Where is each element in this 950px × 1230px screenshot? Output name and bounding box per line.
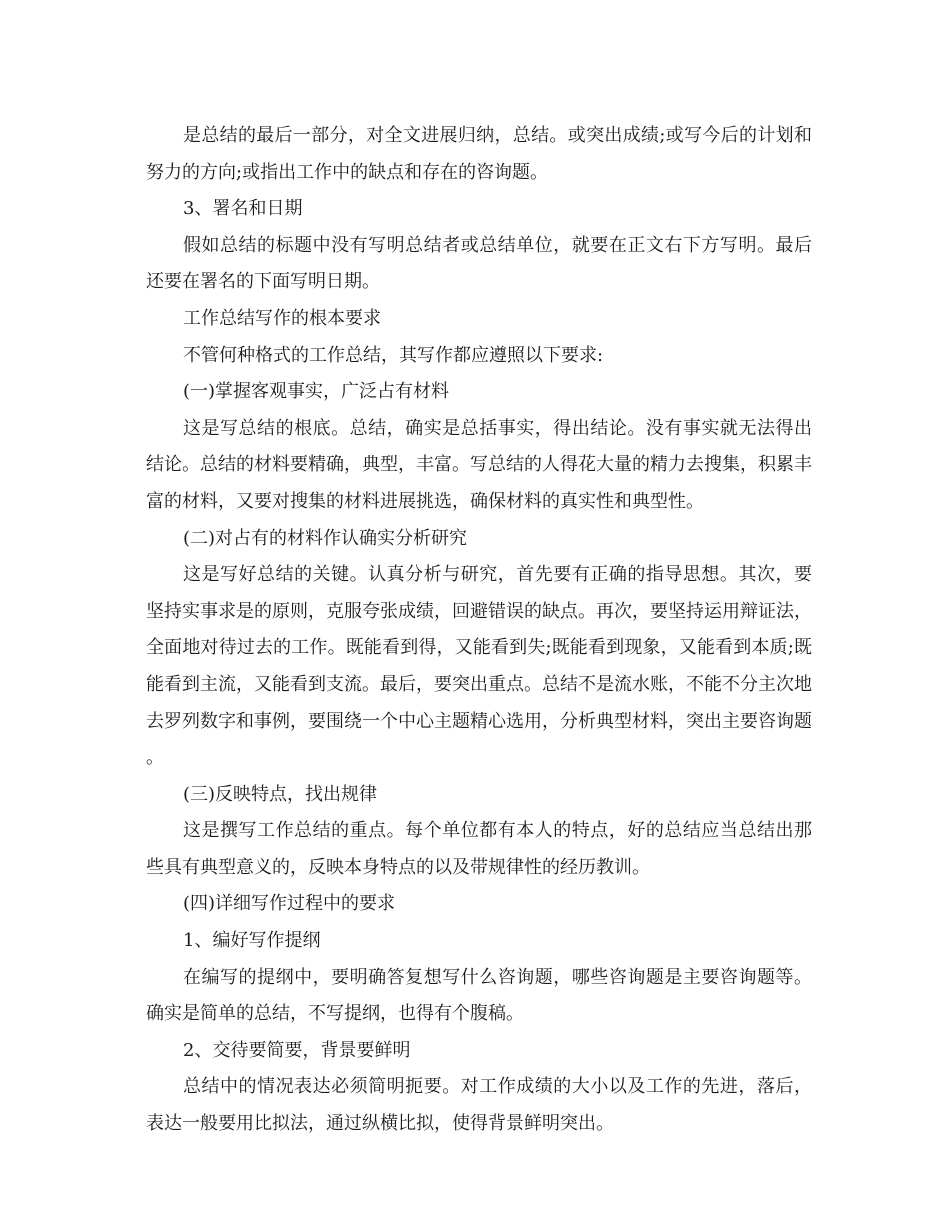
paragraph-signature-date: 假如总结的标题中没有写明总结者或总结单位，就要在正文右下方写明。最后还要在署名的下面写明日期。 (146, 234, 812, 293)
heading-background: 2、交待要简要，背景要鲜明 (183, 1039, 411, 1061)
paragraph-requirements-intro: 不管何种格式的工作总结，其写作都应遵照以下要求: (183, 344, 604, 366)
heading-requirement-4: (四)详细写作过程中的要求 (183, 893, 396, 915)
heading-basic-requirements: 工作总结写作的根本要求 (183, 307, 381, 329)
paragraph-requirement-1: 这是写总结的根底。总结，确实是总括事实，得出结论。没有事实就无法得出结论。总结的材料要精确，典型，丰富。写总结的人得花大量的精力去搜集，积累丰富的材料，又要对搜集的材料进展挑选，确保材料的真实性和典型性。 (146, 417, 812, 512)
paragraph-requirement-2: 这是写好总结的关键。认真分析与研究，首先要有正确的指导思想。其次，要坚持实事求是的原则，克服夸张成绩，回避错误的缺点。再次，要坚持运用辩证法，全面地对待过去的工作。既能看到得，又能看到失;既能看到现象，又能看到本质;既能看到主流，又能看到支流。最后，要突出重点。总结不是流水账，不能不分主次地去罗列数字和事例，要围绕一个中心主题精心选用，分析典型材料，突出主要咨询题。 (146, 564, 812, 769)
heading-requirement-3: (三)反映特点，找出规律 (183, 783, 378, 805)
paragraph-conclusion: 是总结的最后一部分，对全文进展归纳，总结。或突出成绩;或写今后的计划和努力的方向;或指出工作中的缺点和存在的咨询题。 (146, 125, 812, 183)
heading-outline: 1、编好写作提纲 (183, 930, 321, 952)
paragraph-background: 总结中的情况表达必须简明扼要。对工作成绩的大小以及工作的先进，落后，表达一般要用比拟法，通过纵横比拟，使得背景鲜明突出。 (146, 1076, 812, 1135)
heading-signature-date: 3、署名和日期 (183, 198, 303, 220)
paragraph-requirement-3: 这是撰写工作总结的重点。每个单位都有本人的特点，好的总结应当总结出那些具有典型意义的，反映本身特点的以及带规律性的经历教训。 (146, 820, 812, 878)
document-body (146, 118, 812, 1143)
paragraph-outline: 在编写的提纲中，要明确答复想写什么咨询题，哪些咨询题是主要咨询题等。确实是简单的总结，不写提纲，也得有个腹稿。 (146, 966, 812, 1025)
heading-requirement-1: (一)掌握客观事实，广泛占有材料 (183, 381, 450, 403)
heading-requirement-2: (二)对占有的材料作认确实分析研究 (183, 527, 468, 549)
